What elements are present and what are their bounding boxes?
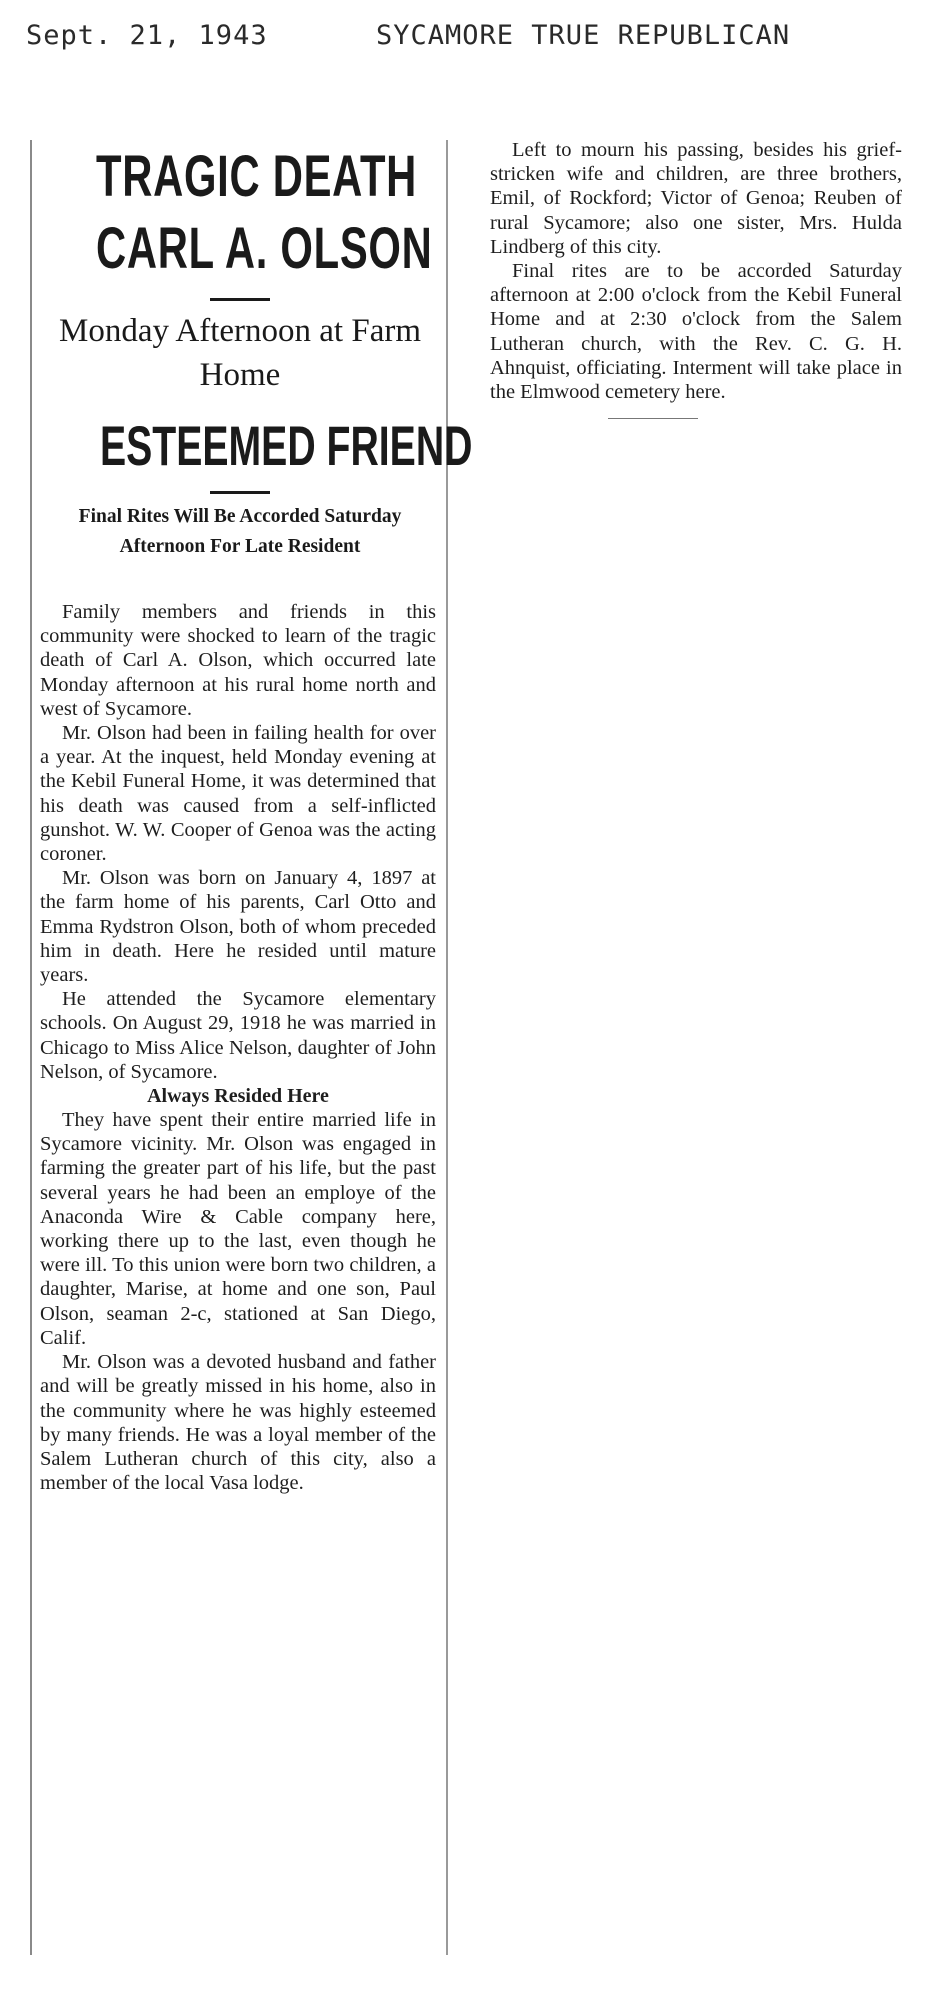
paragraph: Mr. Olson was born on January 4, 1897 at the farm home of his parents, Carl Otto and Emma Rydstron Olson, both of whom preceded him in death. Here he resided until mature years. (40, 867, 436, 987)
paragraph: He attended the Sycamore elementary schools. On August 29, 1918 he was married in Chicago to Miss Alice Nelson, daughter of John Nelson, of Sycamore. (40, 988, 436, 1083)
publication-date: Sept. 21, 1943 (26, 20, 268, 51)
subdeck: Final Rites Will Be Accorded Saturday Afternoon For Late Resident (78, 506, 402, 557)
article-right-column (490, 138, 902, 419)
paragraph: They have spent their entire married life in Sycamore vicinity. Mr. Olson was engaged in farming the greater part of his life, but the past several years he had been an employe of the Anaconda Wire & Cable company here, working there up to the last, even though he were ill. To this union were born two children, a daughter, Marise, at home and one son, Paul Olson, seaman 2-c, stationed at San Diego, Calif. (40, 1109, 436, 1349)
paragraph: Final rites are to be accorded Saturday afternoon at 2:00 o'clock from the Kebil Funeral Home and at 2:30 o'clock from the Salem Lutheran church, with the Rev. C. G. H. Ahnquist, officiating. Interment will take place in the Elmwood cemetery here. (490, 260, 902, 404)
newspaper-name: SYCAMORE TRUE REPUBLICAN (376, 20, 791, 51)
headline-divider (210, 298, 270, 301)
article-body-left (40, 600, 440, 1495)
secondary-headline: ESTEEMED FRIEND (100, 414, 473, 477)
deck: Monday Afternoon at Farm Home (58, 313, 422, 393)
paragraph: Mr. Olson was a devoted husband and father and will be greatly missed in his home, also in the community where he was highly esteemed by many friends. He was a loyal member of the Salem Lutheran church of this city, also a member of the local Vasa lodge. (40, 1351, 436, 1495)
paragraph: Family members and friends in this community were shocked to learn of the tragic death of Carl A. Olson, which occurred late Monday afternoon at his rural home north and west of Sycamore. (40, 601, 436, 720)
section-subhead: Always Resided Here (147, 1085, 329, 1108)
article-end-rule (608, 418, 698, 419)
headline-line-2: CARL A. OLSON (96, 216, 433, 281)
subdeck-divider (210, 491, 270, 494)
article-left-column (30, 140, 473, 1955)
paragraph: Left to mourn his passing, besides his grief-stricken wife and children, are three brothers, Emil, of Rockford; Victor of Genoa; Reuben of rural Sycamore; also one sister, Mrs. Hulda Lindberg of this city. (490, 139, 902, 258)
paragraph: Mr. Olson had been in failing health for over a year. At the inquest, held Monday evening at the Kebil Funeral Home, it was determined that his death was caused from a self-inflicted gunshot. W. W. Cooper of Genoa was the acting coroner. (40, 722, 436, 866)
headline-line-1: TRAGIC DEATH (96, 144, 418, 209)
